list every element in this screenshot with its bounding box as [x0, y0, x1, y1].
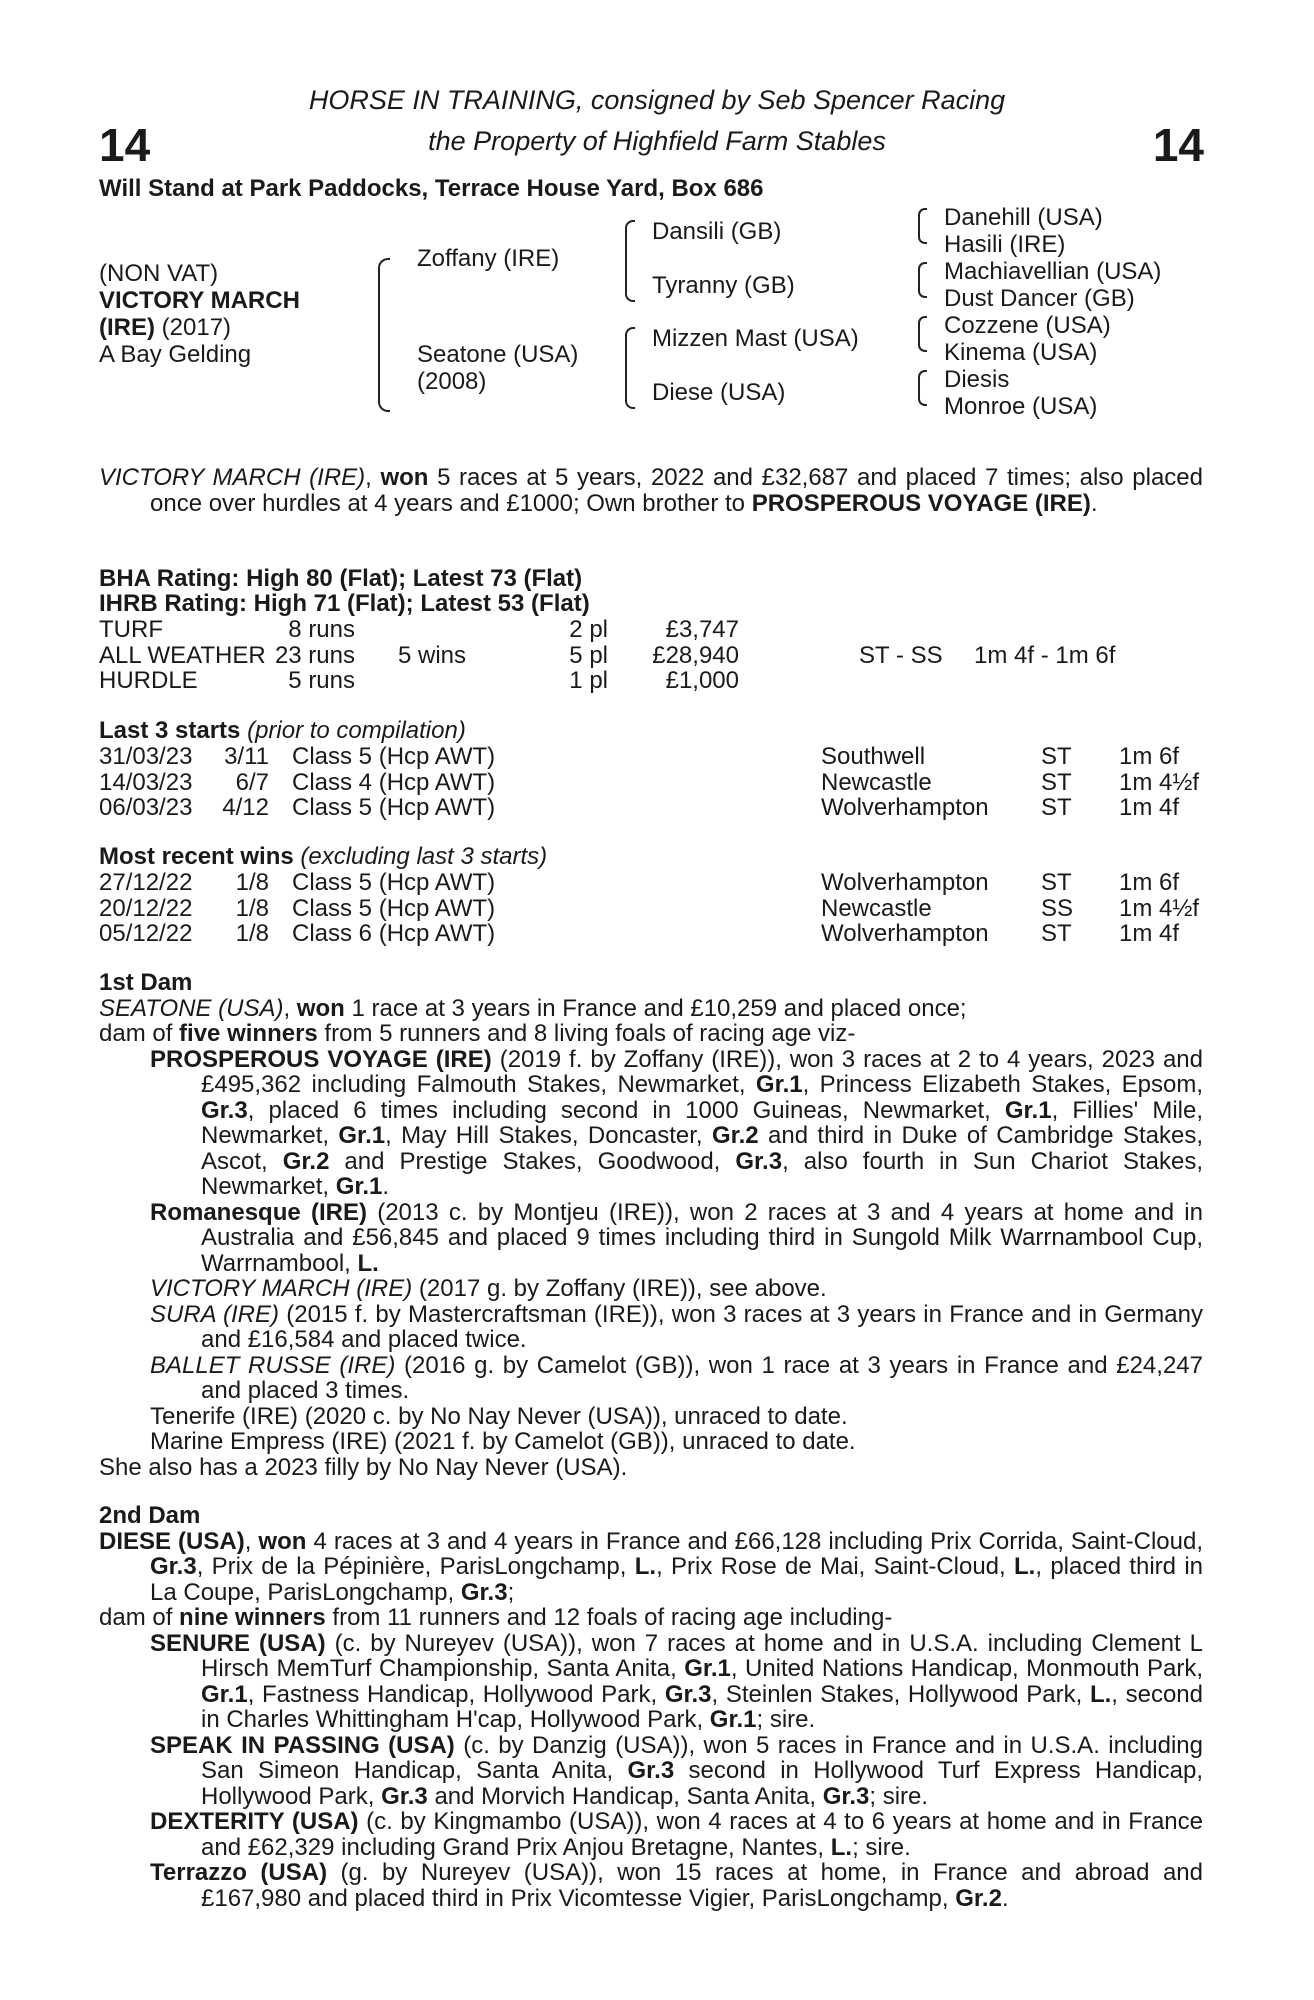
horse-name: VICTORY MARCH — [99, 287, 300, 314]
record-runs: 23 runs — [274, 641, 355, 669]
gen4-5: Cozzene (USA) — [944, 312, 1111, 339]
record-table — [99, 617, 1203, 694]
gen4-2: Hasili (IRE) — [944, 231, 1066, 258]
record-row — [99, 668, 1203, 694]
produce-entry: DEXTERITY (USA) (c. by Kingmambo (USA)), won 4 races at 4 to 6 years at home and in France and £62,329 including Grand Prix Anjou Bretagne, Nantes, L.; sire. — [150, 1808, 1203, 1861]
race-distance: 1m 4½f — [1119, 894, 1200, 922]
race-position: 1/8 — [235, 869, 269, 896]
record-row — [99, 643, 1203, 669]
race-going: ST — [1041, 920, 1072, 947]
race-course: Newcastle — [821, 894, 932, 922]
second-dam-intro: DIESE (USA), won 4 races at 3 and 4 years in France and £66,128 including Prix Corrida, Saint-Cloud, Gr.3, Prix de la Pépinière, ParisLongchamp, L., Prix Rose de Mai, Saint-Cloud, L., placed third in La Coupe, ParisLongchamp, Gr.3; — [99, 1527, 1204, 1606]
race-class: Class 4 (Hcp AWT) — [292, 768, 496, 796]
race-distance: 1m 6f — [1119, 743, 1180, 770]
produce-entry: BALLET RUSSE (IRE) (2016 g. by Camelot (GB)), won 1 race at 3 years in France and £24,247 and placed 3 times. — [150, 1351, 1203, 1404]
brace-gen4-4 — [918, 370, 927, 406]
brother-name: PROSPEROUS VOYAGE (IRE) — [751, 489, 1091, 517]
record-prize: £28,940 — [652, 641, 739, 669]
race-going: ST — [1041, 768, 1072, 796]
last-3-starts-heading: Last 3 starts (prior to compilation) — [99, 717, 466, 744]
race-class: Class 5 (Hcp AWT) — [292, 894, 496, 922]
sire-name: Zoffany (IRE) — [417, 245, 560, 272]
race-course: Wolverhampton — [821, 794, 989, 821]
race-date: 05/12/22 — [99, 920, 193, 947]
lot-number-left: 14 — [99, 119, 151, 171]
record-type: TURF — [99, 616, 163, 643]
gen4-6: Kinema (USA) — [944, 339, 1098, 366]
record-placed: 5 pl — [569, 641, 608, 669]
race-position: 1/8 — [235, 920, 269, 947]
race-class: Class 5 (Hcp AWT) — [292, 794, 496, 821]
second-dam-section — [99, 1503, 1203, 1911]
gen4-7: Diesis — [944, 366, 1010, 393]
race-class: Class 5 (Hcp AWT) — [292, 869, 496, 896]
gen3-1: Dansili (GB) — [652, 218, 782, 245]
first-dam-intro: SEATONE (USA), won 1 race at 3 years in France and £10,259 and placed once; — [99, 994, 967, 1022]
first-dam-footer: She also has a 2023 filly by No Nay Never (USA). — [99, 1453, 628, 1481]
gen4-3: Machiavellian (USA) — [944, 258, 1162, 285]
record-placed: 2 pl — [569, 616, 608, 643]
vat-status: (NON VAT) — [99, 260, 219, 287]
brace-gen4-2 — [918, 262, 927, 298]
stand-location: Will Stand at Park Paddocks, Terrace House Yard, Box 686 — [99, 175, 764, 202]
first-dam-produce-summary: dam of five winners from 5 runners and 8 living foals of racing age viz- — [99, 1020, 856, 1047]
race-distance: 1m 6f — [1119, 869, 1180, 896]
first-dam-produce-list — [99, 1047, 1203, 1455]
produce-entry: SENURE (USA) (c. by Nureyev (USA)), won 7 races at home and in U.S.A. including Clement L Hirsch MemTurf Championship, Santa Anita, Gr.1, United Nations Handicap, Monmouth Park, Gr.1, Fastness Handicap, Hollywood Park, Gr.3, Steinlen Stakes, Hollywood Park, L., second in Charles Whittingham H'cap, Hollywood Park, Gr.1; sire. — [150, 1629, 1204, 1733]
produce-entry: Tenerife (IRE) (2020 c. by No Nay Never (USA)), unraced to date. — [150, 1402, 848, 1430]
gen4-4: Dust Dancer (GB) — [944, 285, 1135, 312]
race-date: 14/03/23 — [99, 768, 193, 796]
produce-entry: Terrazzo (USA) (g. by Nureyev (USA)), won 15 races at home, in France and abroad and £167,980 and placed third in Prix Vicomtesse Vigier, ParisLongchamp, Gr.2. — [150, 1859, 1203, 1912]
brace-dam — [625, 327, 635, 409]
race-distance: 1m 4f — [1119, 794, 1180, 821]
race-row — [99, 744, 1203, 770]
race-distance: 1m 4½f — [1119, 768, 1200, 796]
race-class: Class 5 (Hcp AWT) — [292, 743, 496, 770]
record-type: ALL WEATHER — [99, 641, 266, 669]
brace-gen1 — [378, 258, 390, 412]
dam-year: (2008) — [417, 368, 487, 395]
lot-number-right: 14 — [1152, 119, 1204, 171]
race-going: ST — [1041, 743, 1072, 770]
race-course: Southwell — [821, 743, 926, 770]
race-summary: VICTORY MARCH (IRE), won 5 races at 5 years, 2022 and £32,687 and placed 7 times; also placed once over hurdles at 4 years and £1000; Own brother to PROSPEROUS VOYAGE (IRE). — [99, 464, 1203, 517]
record-placed: 1 pl — [569, 667, 608, 694]
race-distance: 1m 4f — [1119, 920, 1180, 947]
produce-entry: VICTORY MARCH (IRE) (2017 g. by Zoffany (IRE)), see above. — [150, 1275, 827, 1302]
produce-entry: SPEAK IN PASSING (USA) (c. by Danzig (USA)), won 5 races in France and in U.S.A. including San Simeon Handicap, Santa Anita, Gr.3 second in Hollywood Turf Express Handicap, Hollywood Park, Gr.3 and Morvich Handicap, Santa Anita, Gr.3; sire. — [150, 1731, 1203, 1810]
last-3-starts-table — [99, 744, 1203, 821]
record-runs: 5 runs — [288, 667, 355, 694]
horse-description: A Bay Gelding — [99, 341, 252, 368]
record-distance: 1m 4f - 1m 6f — [974, 641, 1116, 669]
dam-name: Seatone (USA) — [417, 341, 579, 368]
consignor-line: HORSE IN TRAINING, consigned by Seb Spencer Racing — [308, 85, 1006, 115]
brace-sire — [625, 220, 635, 302]
bha-rating: BHA Rating: High 80 (Flat); Latest 73 (Flat) — [99, 565, 583, 592]
race-date: 06/03/23 — [99, 794, 193, 821]
record-type: HURDLE — [99, 667, 198, 694]
second-dam-produce-summary: dam of nine winners from 11 runners and 12 foals of racing age including- — [99, 1604, 893, 1631]
record-going: ST - SS — [859, 641, 943, 669]
record-runs: 8 runs — [288, 616, 355, 643]
race-going: SS — [1041, 894, 1074, 922]
gen3-3: Mizzen Mast (USA) — [652, 325, 859, 352]
produce-entry: Romanesque (IRE) (2013 c. by Montjeu (IRE)), won 2 races at 3 and 4 years at home and in Australia and £56,845 and placed 9 times including third in Sungold Milk Warrnambool Cup, Warrnambool, L. — [150, 1198, 1203, 1277]
race-course: Newcastle — [821, 768, 932, 796]
race-going: ST — [1041, 794, 1072, 821]
gen3-4: Diese (USA) — [652, 379, 786, 406]
brace-gen4-1 — [918, 208, 927, 244]
gen3-2: Tyranny (GB) — [652, 272, 795, 299]
record-prize: £1,000 — [665, 667, 739, 694]
gen4-1: Danehill (USA) — [944, 204, 1103, 231]
first-dam-section — [99, 970, 1203, 1480]
recent-wins-table — [99, 870, 1203, 947]
produce-entry: PROSPEROUS VOYAGE (IRE) (2019 f. by Zoffany (IRE)), won 3 races at 2 to 4 years, 2023 and £495,362 including Falmouth Stakes, Newmarket, Gr.1, Princess Elizabeth Stakes, Epsom, Gr.3, placed 6 times including second in 1000 Guineas, Newmarket, Gr.1, Fillies' Mile, Newmarket, Gr.1, May Hill Stakes, Doncaster, Gr.2 and third in Duke of Cambridge Stakes, Ascot, Gr.2 and Prestige Stakes, Goodwood, Gr.3, also fourth in Sun Chariot Stakes, Newmarket, Gr.1. — [150, 1045, 1204, 1200]
race-position: 3/11 — [224, 743, 269, 770]
race-position: 1/8 — [235, 894, 269, 922]
record-wins: 5 wins — [397, 641, 466, 669]
race-course: Wolverhampton — [821, 920, 989, 947]
race-position: 4/12 — [222, 794, 269, 821]
race-row — [99, 870, 1203, 896]
produce-entry: Marine Empress (IRE) (2021 f. by Camelot (GB)), unraced to date. — [150, 1428, 856, 1455]
race-going: ST — [1041, 869, 1072, 896]
second-dam-produce-list — [99, 1631, 1203, 1912]
gen4-8: Monroe (USA) — [944, 393, 1098, 420]
property-line: the Property of Highfield Farm Stables — [428, 126, 886, 156]
summary-horse-name: VICTORY MARCH (IRE) — [99, 464, 366, 491]
race-row — [99, 921, 1203, 947]
race-position: 6/7 — [235, 768, 269, 796]
horse-country-year: (IRE) (2017) — [99, 314, 232, 341]
race-row — [99, 795, 1203, 821]
first-dam-heading: 1st Dam — [99, 969, 193, 996]
recent-wins-heading: Most recent wins (excluding last 3 starts) — [99, 843, 548, 870]
race-row — [99, 770, 1203, 796]
ihrb-rating: IHRB Rating: High 71 (Flat); Latest 53 (Flat) — [99, 590, 590, 617]
brace-gen4-3 — [918, 316, 927, 352]
race-course: Wolverhampton — [821, 869, 989, 896]
race-class: Class 6 (Hcp AWT) — [292, 920, 496, 947]
produce-entry: SURA (IRE) (2015 f. by Mastercraftsman (IRE)), won 3 races at 3 years in France and in Germany and £16,584 and placed twice. — [150, 1300, 1203, 1353]
race-date: 27/12/22 — [99, 869, 193, 896]
race-date: 31/03/23 — [99, 743, 193, 770]
record-prize: £3,747 — [665, 616, 739, 643]
second-dam-heading: 2nd Dam — [99, 1502, 201, 1529]
race-date: 20/12/22 — [99, 894, 193, 922]
race-row — [99, 896, 1203, 922]
record-row — [99, 617, 1203, 643]
